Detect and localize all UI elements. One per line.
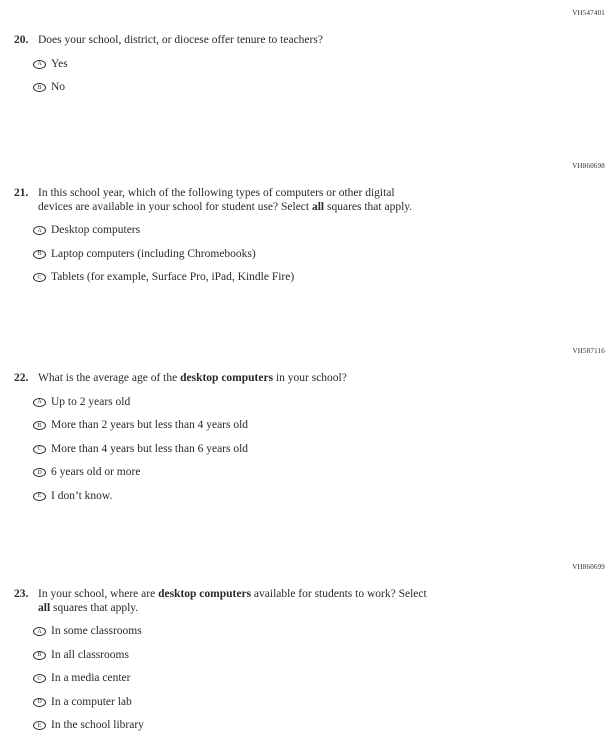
question-text-bold: desktop computers — [180, 372, 274, 384]
option-label: I don’t know. — [51, 489, 113, 502]
question-block-23 — [14, 563, 605, 742]
question-text — [14, 588, 605, 615]
question-text-part: available for students to work? Select — [251, 588, 427, 600]
option-letter: B — [37, 422, 42, 429]
answer-option — [33, 248, 605, 261]
option-label: Tablets (for example, Surface Pro, iPad, Kindle Fire) — [51, 271, 295, 283]
question-block-22 — [14, 347, 605, 513]
question-text-part: squares that apply. — [324, 200, 413, 213]
option-letter: B — [37, 651, 42, 658]
question-text-part: devices are available in your school for student use? Select — [38, 200, 312, 213]
question-text-part: In your school, where are — [38, 588, 159, 600]
answer-bubble-icon[interactable] — [33, 421, 46, 430]
question-number: 21. — [14, 187, 29, 199]
answer-option — [33, 443, 605, 456]
answer-options — [33, 58, 605, 95]
option-label: More than 2 years but less than 4 years old — [51, 419, 249, 431]
option-letter: C — [37, 274, 42, 281]
option-letter: D — [37, 698, 42, 705]
answer-option — [33, 81, 605, 94]
answer-bubble-icon[interactable] — [33, 468, 46, 477]
answer-option — [33, 719, 605, 732]
question-text — [14, 372, 605, 386]
option-letter: B — [37, 84, 42, 91]
question-number: 20. — [14, 34, 29, 46]
option-letter: C — [37, 675, 42, 682]
answer-bubble-icon[interactable] — [33, 445, 46, 454]
question-text — [14, 34, 605, 48]
answer-bubble-icon[interactable] — [33, 651, 46, 660]
option-letter: A — [37, 628, 42, 635]
option-label: Up to 2 years old — [51, 395, 131, 408]
answer-bubble-icon[interactable] — [33, 250, 46, 259]
option-label: In some classrooms — [51, 625, 142, 637]
answer-option — [33, 696, 605, 709]
option-label: No — [51, 81, 66, 93]
answer-bubble-icon[interactable] — [33, 83, 46, 92]
option-label: In a computer lab — [51, 695, 132, 708]
question-code: VH860698 — [572, 162, 605, 170]
option-letter: E — [37, 492, 42, 499]
answer-option — [33, 224, 605, 237]
option-label: Yes — [51, 57, 68, 70]
answer-bubble-icon[interactable] — [33, 721, 46, 730]
option-letter: A — [37, 60, 42, 67]
answer-bubble-icon[interactable] — [33, 398, 46, 407]
option-label: More than 4 years but less than 6 years old — [51, 442, 249, 455]
answer-option — [33, 58, 605, 71]
answer-bubble-icon[interactable] — [33, 60, 46, 69]
option-label: 6 years old or more — [51, 466, 141, 478]
answer-option — [33, 466, 605, 479]
question-code: VH587116 — [572, 347, 605, 355]
option-label: In the school library — [51, 719, 144, 731]
option-label: In a media center — [51, 672, 131, 684]
answer-bubble-icon[interactable] — [33, 674, 46, 683]
option-letter: D — [37, 469, 42, 476]
answer-option — [33, 396, 605, 409]
answer-bubble-icon[interactable] — [33, 492, 46, 501]
option-label: Desktop computers — [51, 224, 141, 236]
answer-option — [33, 490, 605, 503]
question-code: VH547401 — [572, 9, 605, 17]
answer-bubble-icon[interactable] — [33, 627, 46, 636]
question-text-bold: all — [38, 601, 51, 614]
question-number: 22. — [14, 372, 29, 384]
option-label: Laptop computers (including Chromebooks) — [51, 247, 256, 260]
option-letter: A — [37, 398, 42, 405]
question-number: 23. — [14, 588, 29, 600]
question-code: VH860699 — [572, 563, 605, 571]
question-text-part: What is the average age of the — [38, 372, 181, 384]
answer-option — [33, 419, 605, 432]
answer-option — [33, 649, 605, 662]
question-block-21 — [14, 162, 605, 295]
question-text-part: squares that apply. — [50, 601, 139, 614]
answer-bubble-icon[interactable] — [33, 226, 46, 235]
option-label: In all classrooms — [51, 648, 129, 661]
question-text-part: Does your school, district, or diocese offer tenure to teachers? — [38, 34, 323, 46]
question-text-part: In this school year, which of the following types of computers or other digital — [38, 187, 395, 199]
option-letter: B — [37, 250, 42, 257]
question-text — [14, 187, 605, 214]
answer-bubble-icon[interactable] — [33, 698, 46, 707]
answer-option — [33, 625, 605, 638]
option-letter: E — [37, 722, 42, 729]
question-block-20 — [14, 9, 605, 105]
answer-options — [33, 224, 605, 284]
answer-options — [33, 625, 605, 732]
question-text-bold: all — [311, 200, 325, 213]
answer-options — [33, 396, 605, 503]
answer-option — [33, 271, 605, 284]
question-text-bold: desktop computers — [158, 588, 252, 600]
answer-bubble-icon[interactable] — [33, 273, 46, 282]
option-letter: C — [37, 445, 42, 452]
question-text-part: in your school? — [273, 372, 347, 384]
answer-option — [33, 672, 605, 685]
option-letter: A — [37, 227, 42, 234]
